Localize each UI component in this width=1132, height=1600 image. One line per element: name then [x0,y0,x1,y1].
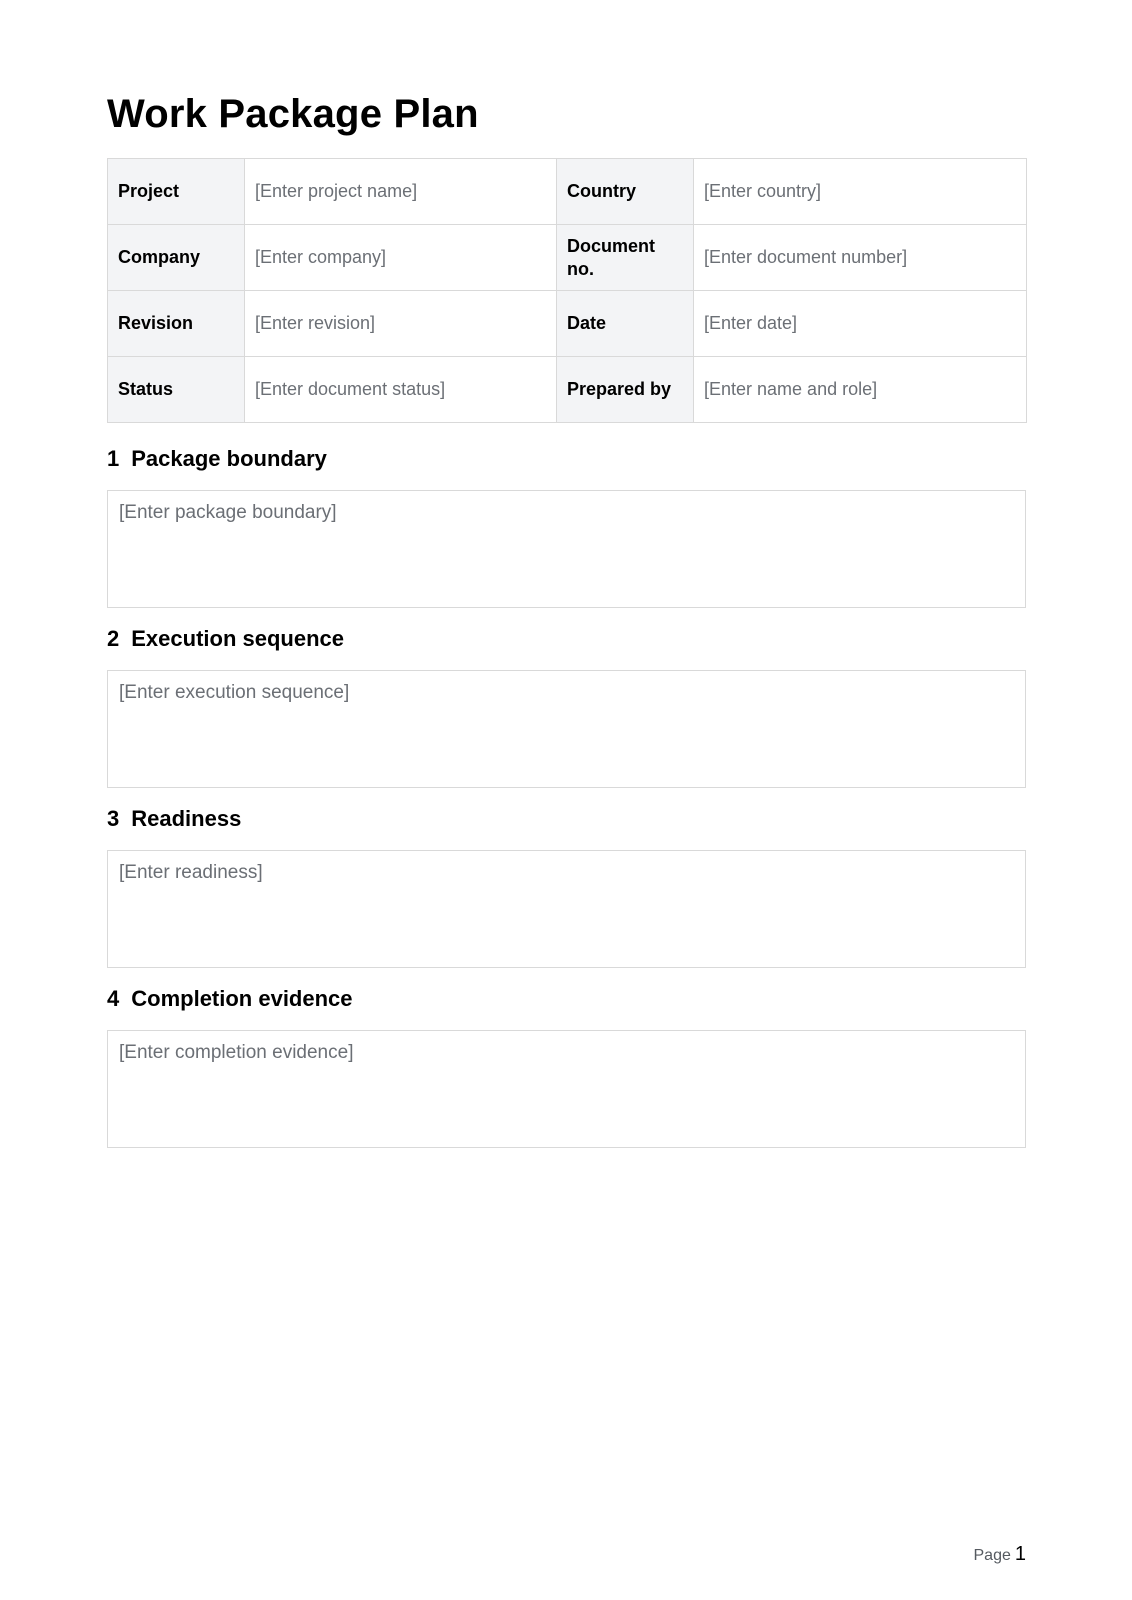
page-title: Work Package Plan [107,92,479,136]
completion-evidence-field[interactable]: [Enter completion evidence] [107,1030,1026,1148]
page-label: Page [973,1547,1011,1564]
section-number: 2 [107,626,120,651]
section-heading-readiness [107,804,241,834]
document-info-table [107,158,1027,423]
section-title: Readiness [131,806,242,831]
prepared-by-label: Prepared by [557,357,694,423]
company-field[interactable]: [Enter company] [245,225,557,291]
table-row [108,225,1027,291]
document-number-field[interactable]: [Enter document number] [694,225,1027,291]
package-boundary-field[interactable]: [Enter package boundary] [107,490,1026,608]
section-heading-package-boundary [107,444,327,474]
date-label: Date [557,291,694,357]
date-field[interactable]: [Enter date] [694,291,1027,357]
country-field[interactable]: [Enter country] [694,159,1027,225]
page-number: 1 [1014,1543,1026,1565]
section-title: Package boundary [131,446,327,471]
execution-sequence-field[interactable]: [Enter execution sequence] [107,670,1026,788]
status-field[interactable]: [Enter document status] [245,357,557,423]
section-title: Completion evidence [131,986,353,1011]
table-row [108,291,1027,357]
revision-label: Revision [108,291,245,357]
section-heading-execution-sequence [107,624,344,654]
section-number: 3 [107,806,120,831]
prepared-by-field[interactable]: [Enter name and role] [694,357,1027,423]
company-label: Company [108,225,245,291]
table-row [108,357,1027,423]
document-number-label: Document no. [557,225,694,291]
country-label: Country [557,159,694,225]
status-label: Status [108,357,245,423]
section-title: Execution sequence [131,626,344,651]
table-row [108,159,1027,225]
readiness-field[interactable]: [Enter readiness] [107,850,1026,968]
project-field[interactable]: [Enter project name] [245,159,557,225]
page-footer [974,1543,1027,1566]
section-number: 1 [107,446,120,471]
section-number: 4 [107,986,120,1011]
project-label: Project [108,159,245,225]
revision-field[interactable]: [Enter revision] [245,291,557,357]
section-heading-completion-evidence [107,984,353,1014]
